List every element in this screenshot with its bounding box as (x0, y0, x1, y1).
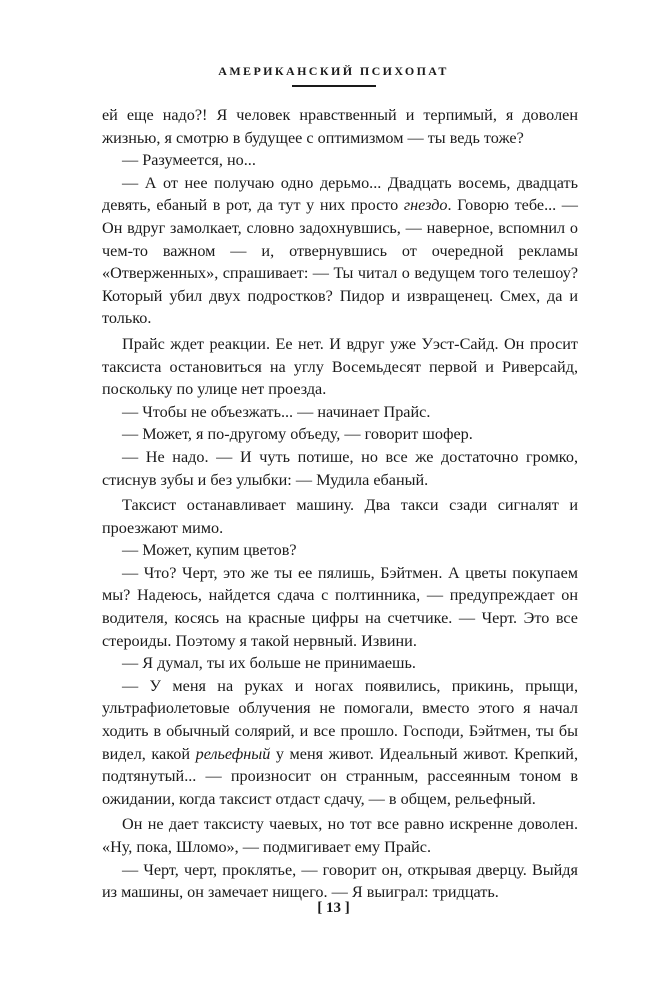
paragraph (102, 172, 578, 330)
body-text (102, 104, 578, 904)
paragraph: ей еще надо?! Я человек нравственный и терпимый, я доволен жизнью, я смотрю в будущее с оптимизмом — ты ведь тоже? (102, 106, 578, 147)
paragraph: Таксист останавливает машину. Два такси сзади сигналят и проезжают мимо. (102, 496, 578, 537)
emphasis-text: гнездо (403, 196, 448, 215)
emphasis-text: рельефный (195, 744, 271, 763)
paragraph-text: у меня живот. Идеальный живот. Крепкий, подтянутый... — произносит он странным, рассеянным тоном в ожидании, когда таксист отдаст сдачу, — в общем, рельефный. (102, 744, 578, 808)
paragraph-text: . Говорю тебе... — Он вдруг замолкает, словно задохнувшись, — наверное, вспомнил о чем-то важном — и, отвернувшись от очередной рекламы «Отверженных», спрашивает: — Ты читал о ведущем того телешоу? Который убил двух подростков? Пидор и извращенец. Смех, да и только. (102, 196, 578, 328)
paragraph: — Может, я по-другому объеду, — говорит шофер. (122, 425, 473, 444)
paragraph: — Черт, черт, проклятье, — говорит он, открывая дверцу. Выйдя из машины, он замечает нищего. — Я выиграл: тридцать. (102, 860, 578, 902)
paragraph: Прайс ждет реакции. Ее нет. И вдруг уже Уэст-Сайд. Он просит таксиста остановиться на углу Восемьдесят первой и Риверсайд, поскольку по улице нет проезда. (102, 334, 578, 399)
paragraph (102, 675, 578, 811)
paragraph-text: — А от нее получаю одно дерьмо... Двадцать восемь, двадцать девять, ебаный в рот, да тут у них просто (102, 173, 578, 215)
paragraph: — Что? Черт, это же ты ее пялишь, Бэйтмен. А цветы покупаем мы? Надеюсь, найдется сдача с полтинника, — предупреждает он водителя, косясь на красные цифры на счетчике. — Черт. Это все стероиды. Поэтому я такой нервный. Извини. (102, 563, 578, 650)
header-rule (292, 85, 376, 87)
paragraph: — Не надо. — И чуть потише, но все же достаточно громко, стиснув зубы и без улыбки: — Мудила ебаный. (102, 447, 578, 489)
paragraph-text: — У меня на руках и ногах появились, прикинь, прыщи, ультрафиолетовые облучения не помогали, вместо этого я начал ходить в обычный солярий, и все прошло. Господи, Бэйтмен, ты бы видел, какой (102, 676, 578, 763)
paragraph: — Может, купим цветов? (122, 541, 297, 560)
paragraph: — Разумеется, но... (122, 151, 256, 170)
paragraph: — Чтобы не объезжать... — начинает Прайс. (122, 402, 431, 421)
page-number: [ 13 ] (317, 900, 350, 916)
running-title: АМЕРИКАНСКИЙ ПСИХОПАТ (218, 64, 449, 78)
paragraph: Он не дает таксисту чаевых, но тот все равно искренне доволен. «Ну, пока, Шломо», — подмигивает ему Прайс. (102, 815, 578, 856)
paragraph: — Я думал, ты их больше не принимаешь. (122, 654, 416, 673)
